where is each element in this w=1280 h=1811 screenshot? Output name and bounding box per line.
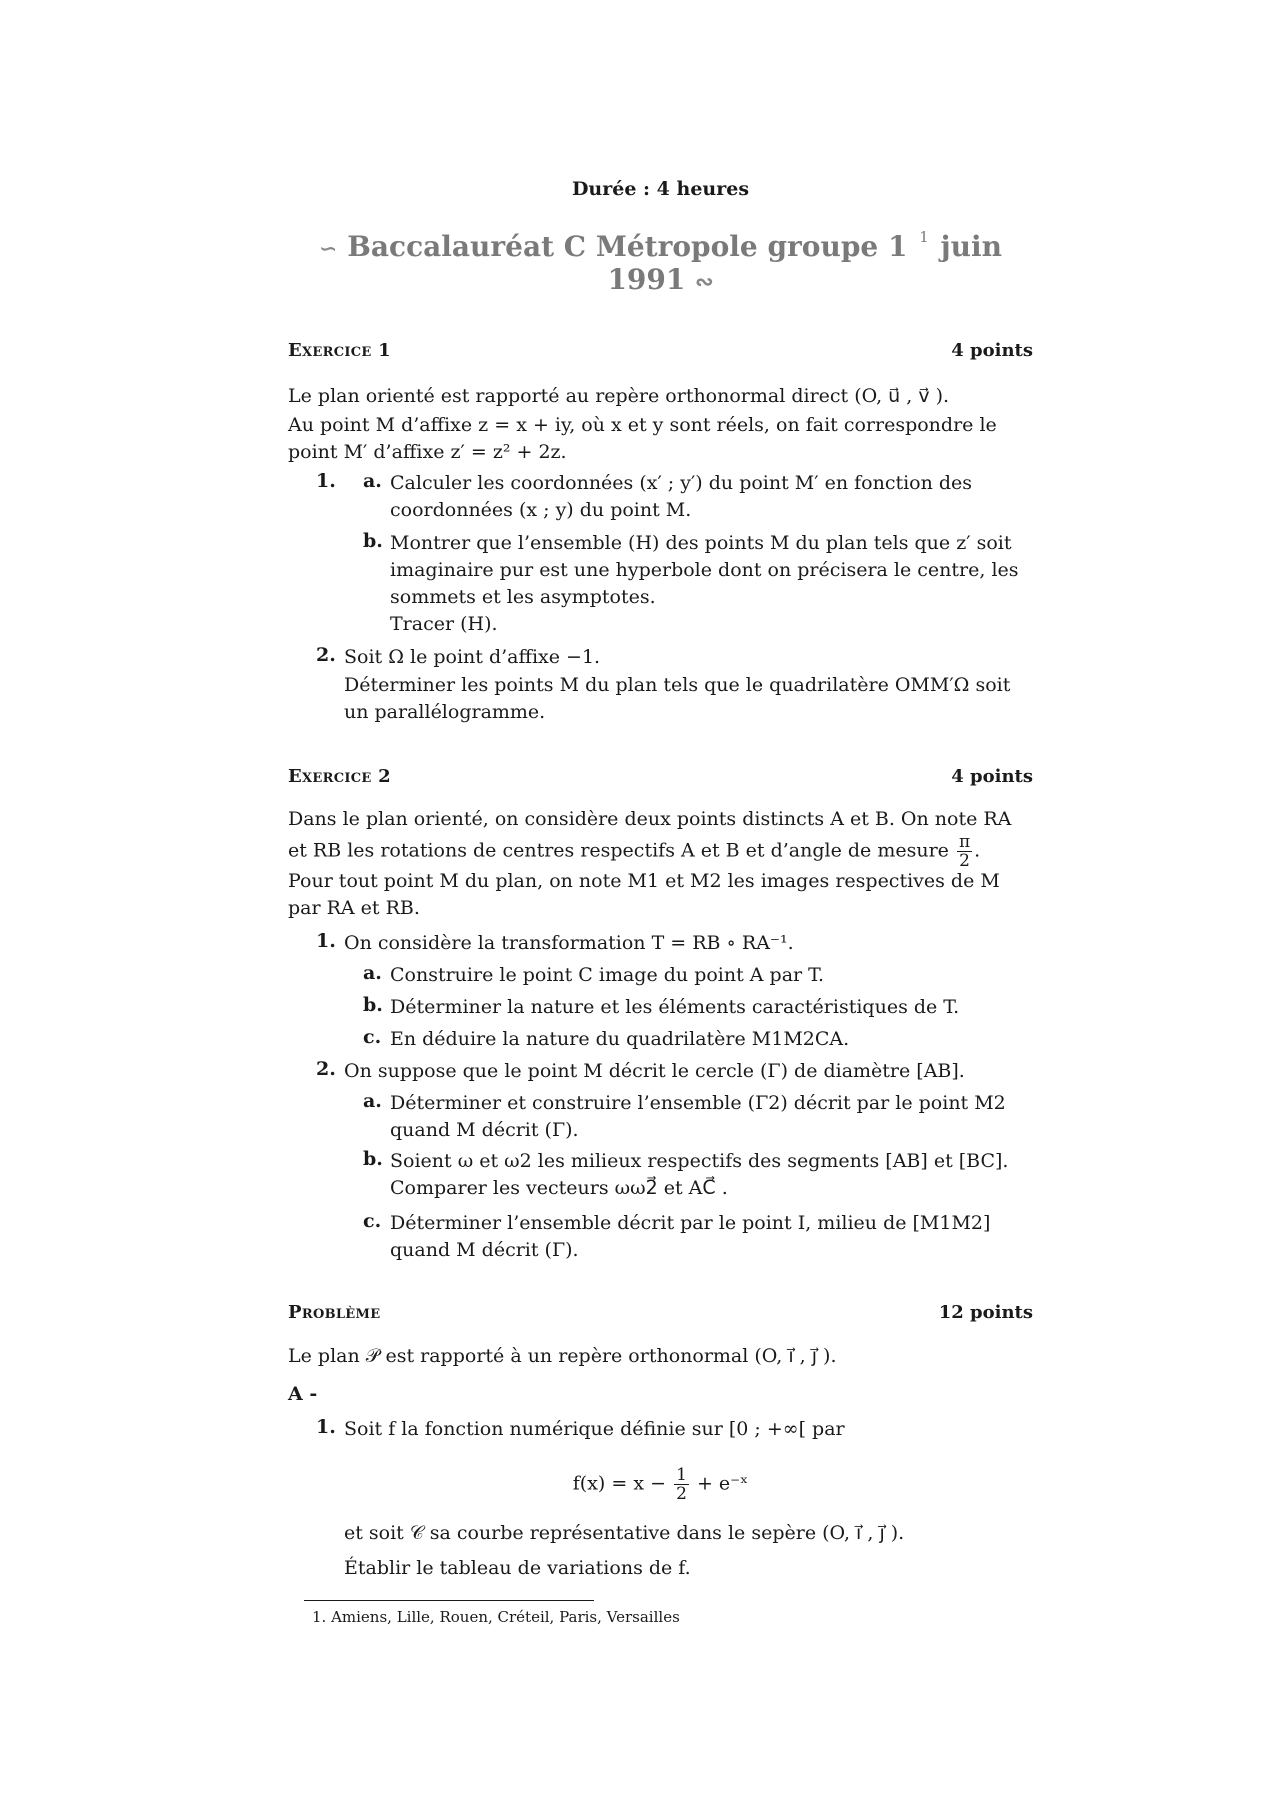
ex2-q1-number: 1. xyxy=(316,930,336,952)
ex2-q2b-text: Soient ω et ω2 les milieux respectifs des segments [AB] et [BC]. Comparer les vecteurs ωω2⃗ et AC⃗ . xyxy=(390,1150,1009,1199)
exam-title-text: Baccalauréat C Métropole groupe 1 xyxy=(347,230,908,263)
ex1-q1a-text: Calculer les coordonnées (x′ ; y′) du point M′ en fonction des coordonnées (x ; y) du point M. xyxy=(390,472,973,521)
ex2-q2-text: On suppose que le point M décrit le cercle (Γ) de diamètre [AB]. xyxy=(344,1060,965,1082)
duration-label: Durée : 4 heures xyxy=(571,178,750,200)
formula-num: 1 xyxy=(676,1465,687,1485)
problem-title: Problème xyxy=(288,1302,381,1323)
exercise-1-header xyxy=(288,340,1033,361)
exercise-2-header xyxy=(288,766,1033,787)
problem-q1-variations: Établir le tableau de variations de f. xyxy=(344,1557,691,1579)
ex2-intro-1: Dans le plan orienté, on considère deux points distincts A et B. On note RA et RB les rotations de centres respectifs A et B et d’angle de mesure $\frac{\pi}{2}$ . xyxy=(288,808,1012,871)
ex2-intro-1-text: Dans le plan orienté, on considère deux points distincts A et B. On note RA et RB les rotations de centres respectifs A et B et d’angle de mesure xyxy=(288,808,1012,862)
ex2-q1b-text: Déterminer la nature et les éléments caractéristiques de T. xyxy=(390,996,960,1018)
ex1-q2-number: 2. xyxy=(316,644,336,666)
ex2-q2-number: 2. xyxy=(316,1058,336,1080)
ex2-q2a-letter: a. xyxy=(363,1090,382,1112)
formula-den: 2 xyxy=(676,1484,687,1504)
ex1-q2-text-2: Déterminer les points M du plan tels que le quadrilatère OMM′Ω soit un parallélogramme. xyxy=(344,674,1011,723)
footnote-mark[interactable]: 1 xyxy=(919,228,929,246)
ex1-intro-1: Le plan orienté est rapporté au repère orthonormal direct (O, u⃗ , v⃗ ). xyxy=(288,385,950,407)
problem-points: 12 points xyxy=(938,1302,1033,1323)
problem-intro: Le plan 𝒫 est rapporté à un repère orthonormal (O, ı⃗ , ȷ⃗ ). xyxy=(288,1345,837,1367)
footnote-divider xyxy=(304,1600,594,1601)
ex2-q1b-letter: b. xyxy=(363,994,383,1016)
ex2-q2c-letter: c. xyxy=(363,1210,382,1232)
problem-part-a: A - xyxy=(288,1383,318,1405)
ex2-angle-num: π xyxy=(958,832,971,852)
ex2-q2a-text: Déterminer et construire l’ensemble (Γ2) décrit par le point M2 quand M décrit (Γ). xyxy=(390,1092,1006,1141)
exercise-1-title: Exercice 1 xyxy=(288,340,391,361)
formula-fraction xyxy=(674,1466,689,1503)
ex2-angle-den: 2 xyxy=(959,851,970,871)
formula-left: f(x) = x − xyxy=(572,1472,667,1495)
ex2-q2c-text: Déterminer l’ensemble décrit par le point I, milieu de [M1M2] quand M décrit (Γ). xyxy=(390,1212,991,1261)
ex1-q1a-letter: a. xyxy=(363,470,382,492)
problem-q1-number: 1. xyxy=(316,1416,336,1438)
ex2-q1a-text: Construire le point C image du point A par T. xyxy=(390,964,825,986)
exercise-2-title: Exercice 2 xyxy=(288,766,391,787)
ex1-q1b-draw: Tracer (H). xyxy=(390,613,498,635)
exercise-2-points: 4 points xyxy=(951,766,1033,787)
left-ornament-icon: ∽ xyxy=(319,236,338,262)
problem-formula xyxy=(288,1466,1033,1503)
ex2-q1c-letter: c. xyxy=(363,1026,382,1048)
ex1-intro-2: Au point M d’affixe z = x + iy, où x et y sont réels, on fait correspondre le point M′ d’affixe z′ = z² + 2z. xyxy=(288,414,997,463)
problem-q1-curve: et soit 𝒞 sa courbe représentative dans le sepère (O, ı⃗ , ȷ⃗ ). xyxy=(344,1522,905,1544)
ex2-q2b-letter: b. xyxy=(363,1148,383,1170)
footnote: 1. Amiens, Lille, Rouen, Créteil, Paris, Versailles xyxy=(312,1608,680,1626)
ex2-intro-2: Pour tout point M du plan, on note M1 et M2 les images respectives de M par RA et RB. xyxy=(288,870,1000,919)
formula-right: + e⁻ˣ xyxy=(696,1472,749,1495)
ex2-angle-fraction xyxy=(957,833,972,870)
ex1-q1b-text: Montrer que l’ensemble (H) des points M du plan tels que z′ soit imaginaire pur est une hyperbole dont on précisera le centre, les sommets et les asymptotes. xyxy=(390,532,1019,608)
ex2-q1a-letter: a. xyxy=(363,962,382,984)
ex1-q2-text: Soit Ω le point d’affixe −1. xyxy=(344,646,601,668)
right-ornament-icon: ∾ xyxy=(695,269,714,295)
problem-q1-text: Soit f la fonction numérique définie sur [0 ; +∞[ par xyxy=(344,1418,845,1440)
exam-title xyxy=(288,228,1033,296)
exam-date: juin 1991 xyxy=(607,230,1002,296)
ex2-q1c-text: En déduire la nature du quadrilatère M1M2CA. xyxy=(390,1028,850,1050)
ex1-q1-number: 1. xyxy=(316,470,336,492)
exercise-1-points: 4 points xyxy=(951,340,1033,361)
problem-header xyxy=(288,1302,1033,1323)
ex2-q1-text: On considère la transformation T = RB ∘ RA⁻¹. xyxy=(344,932,794,954)
ex1-q1b-letter: b. xyxy=(363,530,383,552)
